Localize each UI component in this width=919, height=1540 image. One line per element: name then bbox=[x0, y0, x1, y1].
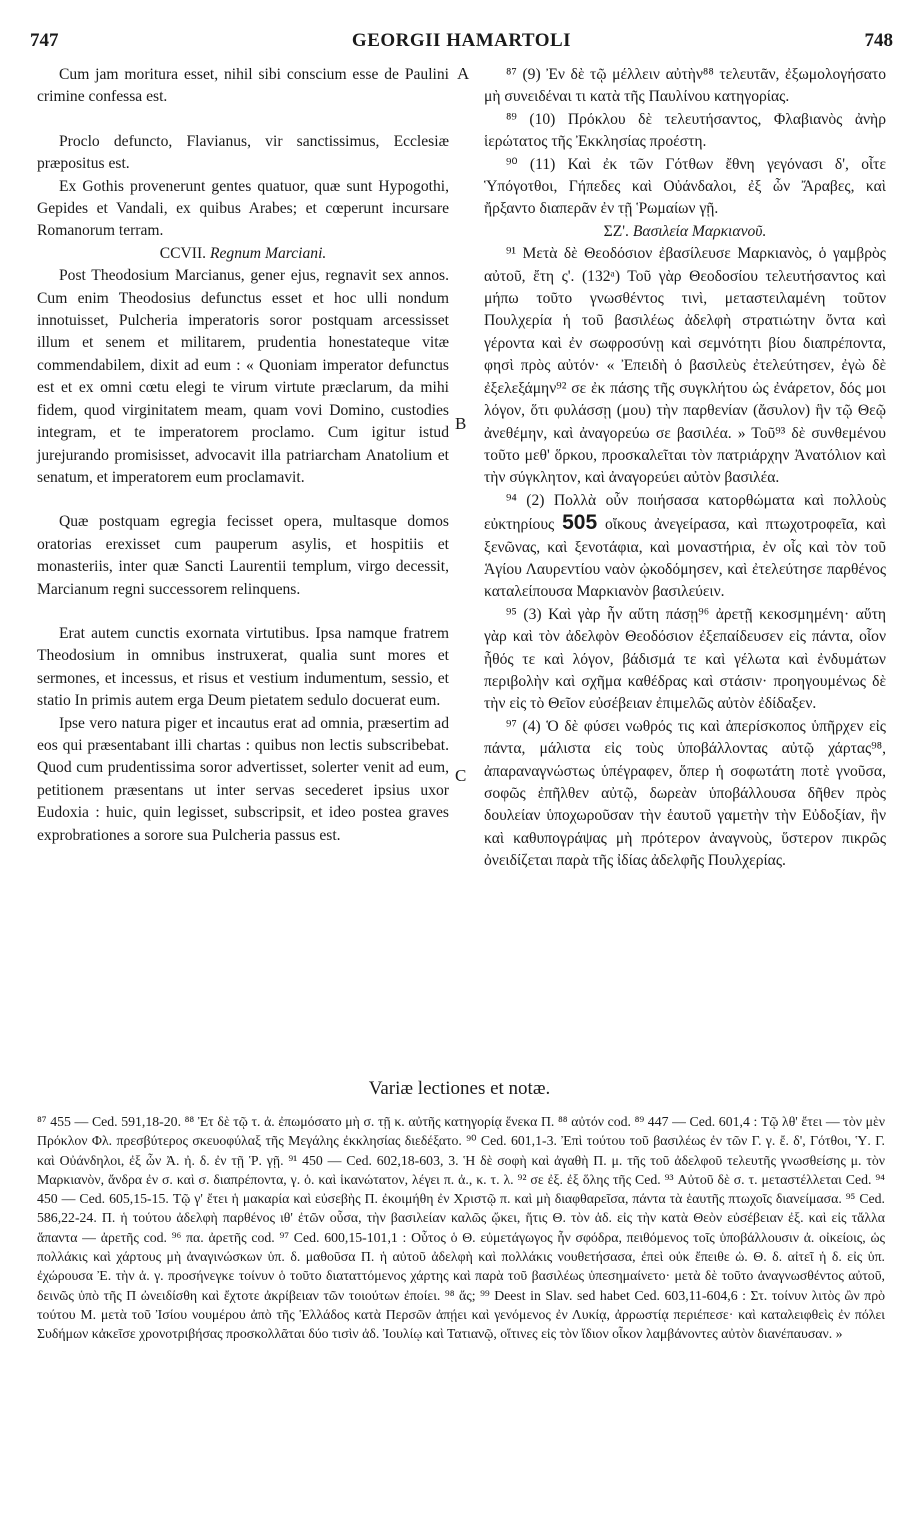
notes-heading: Variæ lectiones et notæ. bbox=[368, 1078, 551, 1099]
latin-paragraph-7: Ipse vero natura piger et incautus erat ad omnia, præsertim ad eos qui præsentabant illi chartas : quibus non lectis subscribebat. Quod cum prudentissima soror advertisset, solerter venit ad eum, petitionem præsentans ut inter servas secederet ipsius uxor Eudoxia : huic, quin legisset, subscripsit, et ideo postea graves exprobrationes a sorore sua Pulcheria passus est. bbox=[37, 714, 449, 844]
latin-heading-number: CCVII. bbox=[159, 244, 207, 262]
margin-letter-b: B bbox=[455, 414, 467, 433]
margin-letter-a: A bbox=[457, 64, 470, 83]
running-header bbox=[30, 30, 893, 56]
greek-paragraph-3: ⁹⁰ (11) Καὶ ἐκ τῶν Γότθων ἔθνη γεγόνασι δ', οἷτε Ὑπόγοτθοι, Γήπεδες καὶ Οὐάνδαλοι, ἐξ ὧν Ἄραβες, καὶ ἤρξαντο διαπερᾶν ἐν τῇ Ῥωμαίων γῇ. bbox=[484, 155, 886, 218]
greek-paragraph-5-end: οἴκους ἀνεγείρασα, καὶ πτωχοτροφεῖα, καὶ ξενῶνας, καὶ ξενοτάφια, καὶ μοναστήρια, ἐν οἷς καὶ τὸν τοῦ Ἁγίου Λαυρεντίου ναὸν ᾠκοδόμησεν, καὶ ἐτελεύτησε παρθένος καταλείπουσα Μαρκιανὸν βασιλεύειν. bbox=[484, 516, 886, 601]
greek-heading-number: ΣΖ'. bbox=[603, 222, 629, 240]
margin-letter-c: C bbox=[455, 766, 467, 785]
greek-paragraph-6: ⁹⁵ (3) Καὶ γὰρ ἦν αὕτη πάσῃ⁹⁶ ἀρετῇ κεκοσμημένη· αὕτη γὰρ καὶ τὸν ἀδελφὸν Θεοδόσιον ἐξεπαίδευσεν εἰς πάντα, οἷον ἦθός τε καὶ λόγον, βάδισμά τε καὶ γέλωτα καὶ ἐνδυμάτων περιβολὴν καὶ σχῆμα καθέδρας καὶ στάσιν· προηγουμένως δὲ τὴν εἰς τὸ Θεῖον εὐσέβειαν ἐπιμελῶς αὐτὸν ἐδίδαξεν. bbox=[484, 605, 886, 713]
page-number-left: 747 bbox=[30, 30, 59, 51]
greek-section-heading bbox=[484, 221, 886, 243]
latin-paragraph-3: Ex Gothis provenerunt gentes quatuor, quæ sunt Hypogothi, Gepides et Vandali, ex quibus Arabes; et cœperunt incursare Romanorum terram. bbox=[37, 177, 449, 240]
latin-paragraph-4: Post Theodosium Marcianus, gener ejus, regnavit sex annos. Cum enim Theodosius defunctus esset et hoc ulli nondum innotuisset, Pulcheria imperatoris soror postquam arcessisset illum et senem et militarem, prudentia honestateque vitæ commendabilem, dixit ad eum : « Quoniam imperator defunctus est et ex omni cœtu elegi te virum virtute præclarum, da mihi fidem, quod virginitatem meam, quam vovi Domino, custodies integram, et te imperatorem proclamo. Cum igitur istud jurejurando promisisset, advocavit illa patriarcham Anatolium et senatum, et imperatorem eum proclamavit. bbox=[37, 267, 449, 486]
latin-paragraph-6: Erat autem cunctis exornata virtutibus. Ipsa namque fratrem Theodosium in omnibus instruxerat, qualia sunt mores et sermones, et incessus, et risus et vestium indumentum, sessio, et statio In primis autem erga Deum pietatem sedulo docuerat eum. bbox=[37, 624, 449, 710]
running-title: GEORGII HAMARTOLI bbox=[351, 30, 572, 51]
greek-paragraph-5 bbox=[484, 490, 886, 604]
greek-paragraph-4: ⁹¹ Μετὰ δὲ Θεοδόσιον ἐβασίλευσε Μαρκιανὸς, ὁ γαμβρὸς αὐτοῦ, ἔτη ς'. (132ᵃ) Τοῦ γὰρ Θεοδοσίου τελευτήσαντος καὶ μήπω τοῦτο γνωσθέντος τινὶ, μεταστειλαμένη τοῦτον Πουλχερία ἡ τοῦ βασιλέως ἀδελφὴ στρατιώτην ὄντα καὶ γέροντα καὶ ἐν σωφροσύνῃ καὶ σεμνότητι βίου διαπρέποντα, φησὶ πρὸς αὐτόν· « Ἐπειδὴ ὁ βασιλεὺς ἐτελεύτησεν, ἐγὼ δὲ ἐξελεξάμην⁹² σε ἐκ πάσης τῆς συγκλήτου ὡς ἐνάρετον, δός μοι λόγον, ὅτι φυλάσσῃ (μου) τὴν παρθενίαν (ἄσυλον) ἣν τῷ Θεῷ ἀνεθέμην, καὶ ἀναγορεύω σε βασιλέα. » Τοῦ⁹³ δὲ συνθεμένου τοῦτο μεθ' ὅρκου, προσκαλεῖται τὸν πατριάρχην Ἀνατόλιον καὶ τὴν σύγκλητον, καὶ ἀναγορεύει αὐτὸν βασιλέα. bbox=[484, 245, 886, 487]
latin-paragraph-5: Quæ postquam egregia fecisset opera, multasque domos oratorias erexisset cum pauperum asylis, et hospitiis et monasteriis, inter quæ Sancti Laurentii templum, virgo decessit, Marcianum regni successorem relinquens. bbox=[37, 513, 449, 598]
paragraph-gap bbox=[37, 601, 449, 623]
paragraph-gap bbox=[37, 489, 449, 511]
greek-paragraph-1: ⁸⁷ (9) Ἐν δὲ τῷ μέλλειν αὐτὴν⁸⁸ τελευτᾶν, ἐξωμολογήσατο μὴ συνειδέναι τι κατὰ τῆς Παυλίνου κατηγορίας. bbox=[484, 66, 886, 106]
column-number-marker: 505 bbox=[562, 511, 598, 535]
latin-heading-text: Regnum Marciani. bbox=[209, 244, 327, 262]
greek-heading-text: Βασιλεία Μαρκιανοῦ. bbox=[632, 222, 767, 240]
greek-paragraph-2: ⁸⁹ (10) Πρόκλου δὲ τελευτήσαντος, Φλαβιανὸς ἀνὴρ ἱερώτατος τῆς Ἐκκλησίας προέστη. bbox=[484, 110, 886, 151]
paragraph-gap bbox=[37, 109, 449, 131]
latin-paragraph-1: Cum jam moritura esset, nihil sibi conscium esse de Paulini crimine confessa est. bbox=[37, 66, 449, 106]
greek-paragraph-7: ⁹⁷ (4) Ὁ δὲ φύσει νωθρός τις καὶ ἀπερίσκοπος ὑπῆρχεν εἰς πάντα, μάλιστα εἰς τοὺς ὑποβάλλοντας αὐτῷ χάρτας⁹⁸, ἀπαραναγνώστως ὑπέγραφεν, ὅπερ ἡ σοφωτάτη ποτὲ γνοῦσα, σοφῶς ἐπῆλθεν αὐτῷ, δωρεὰν ὑποβάλλουσα δῆθεν πρὸς δουλείαν ὑποχωροῦσαν τὴν ἑαυτοῦ γαμετὴν τὴν Εὐδοξίαν, ἣν καὶ καθυπογράψας μὴ πρότερον ἀναγνοὺς, ὕστερον πικρῶς ὀνειδίζεται παρὰ τῆς ἰδίας ἀδελφῆς Πουλχερίας. bbox=[484, 717, 886, 870]
latin-section-heading bbox=[37, 243, 449, 265]
latin-column bbox=[37, 64, 449, 847]
variant-readings-notes: ⁸⁷ 455 — Ced. 591,18-20. ⁸⁸ Ἐτ δὲ τῷ τ. ἀ. ἐπωμόσατο μὴ σ. τῇ κ. αὐτῆς κατηγορίᾳ ἕνεκα Π. ⁸⁸ αὐτόν cod. ⁸⁹ 447 — Ced. 601,4 : Τῷ λθ' ἔτει — τὸν μὲν Πρόκλον Φλ. πρεσβύτερος σκευοφύλαξ τῆς Μεγάλης ἐκκλησίας διεδέξατο. ⁹⁰ Ced. 601,1-3. Ἐπὶ τούτου τοῦ βασιλέως ἐν τῶν Γ. γ. ἔ. δ', Γότθοι, Ὑ. Γ. καὶ Οὐάνδηλοι, ἐξ ὧν Ἀ. ἠ. δ. ἐν τῇ Ῥ. γῇ. ⁹¹ 450 — Ced. 602,18-603, 3. Ἡ δὲ σοφὴ καὶ ἀγαθὴ Π. μ. τῆς τοῦ ἀδελφοῦ τελευτῆς γνωσθείσης μ. τὸν Μαρκιανὸν, ἄνδρα ἐν σ. καὶ σ. διαπρέποντα, γ. ὁ. καὶ ἱκανώτατον, λέγει π. ἀ., κ. τ. λ. ⁹² σε ἐξ. ἐξ ὅλης τῆς Ced. ⁹³ Αὐτοῦ δὲ σ. τ. μεταστέλλεται Ced. ⁹⁴ 450 — Ced. 605,15-15. Τῷ γ' ἔτει ἡ μακαρία καὶ εὐσεβὴς Π. ἐκοιμήθη ἐν Χριστῷ π. καὶ μὴ διαφθαρεῖσα, πάντα τὰ ἑαυτῆς πτωχοῖς διανείμασα. ⁹⁵ Ced. 586,22-24. Π. ἡ τούτου ἀδελφὴ παρθένος ιθ' ἐτῶν οὖσα, τὴν βασιλείαν καλῶς ᾤκει, ἥτις Θ. τὸν ἀδ. εἰς τὴν κατὰ Θεὸν εὐσέβειαν ἐξ. καὶ εἰς τἄλλα ἅπαντα — ἀρετῆς cod. ⁹⁶ πα. ἀρετῆς cod. ⁹⁷ Ced. 600,15-101,1 : Οὗτος ὁ Θ. εὐμετάγωγος ἦν σφόδρα, πειθόμενος τοῖς ὑποβάλλουσιν ἀ. οἰκείοις, ὡς πολλάκις καὶ χάρτους μὴ ἀναγινώσκων ὑπ. δ. μαθοῦσα Π. ἡ αὐτοῦ ἀδελφὴ καὶ πολλάκις νουθετήσασα, ἐπεὶ οὐκ ἔπειθε ὡ. Θ. δ. αἰτεῖ ἡ δ. εἰς ὑπ. ἐχώρουσα Ἐ. τὴν ἀ. γ. προσήνεγκε τοίνυν ὁ τοῦτο διαταττόμενος χάρτης καὶ παρὰ τοῦ βασιλέως ὑπεσημαίνετο· μετὰ δὲ τοῦτο ἀναγνωσθέντος αὐτοῦ, δεινῶς ὑπὸ τῆς Π ὠνειδίσθη καὶ ἔχτοτε ἀκρίβειαν τῶν τοιούτων ἐποίει. ⁹⁸ ἄς; ⁹⁹ Deest in Slav. sed habet Ced. 603,11-604,6 : Στ. τοίνυν λιτὸς ὢν πρὸ τούτου Μ. μετὰ τοῦ Ἰσίου νουμέρου ἀπὸ τῆς Ἑλλάδος κατὰ Περσῶν ἀπῄει καὶ γενόμενος ἐν Λυκίᾳ, ἀρρωστίᾳ περιέπεσε· καὶ καταλειφθεὶς ἐν πόλει Συδήμων κἀκεῖσε χρονοτριβήσας προσκολλᾶται δύο τισὶν ἀδ. Ἰουλίῳ καὶ Τατιανῷ, οἵτινες εἰς τὸν ἴδιον οἶκον λαμβάνοντες αὐτὸν διανέπαυσαν. » bbox=[37, 1114, 885, 1342]
latin-paragraph-2: Proclo defuncto, Flavianus, vir sanctissimus, Ecclesiæ præpositus est. bbox=[37, 132, 449, 173]
page-number-right: 748 bbox=[864, 30, 893, 51]
greek-column bbox=[484, 64, 886, 873]
greek-paragraph-5-start: ⁹⁴ (2) Πολλὰ οὖν ποιήσασα κατορθώματα καὶ πολλοὺς εὐκτηρίους bbox=[484, 491, 886, 534]
